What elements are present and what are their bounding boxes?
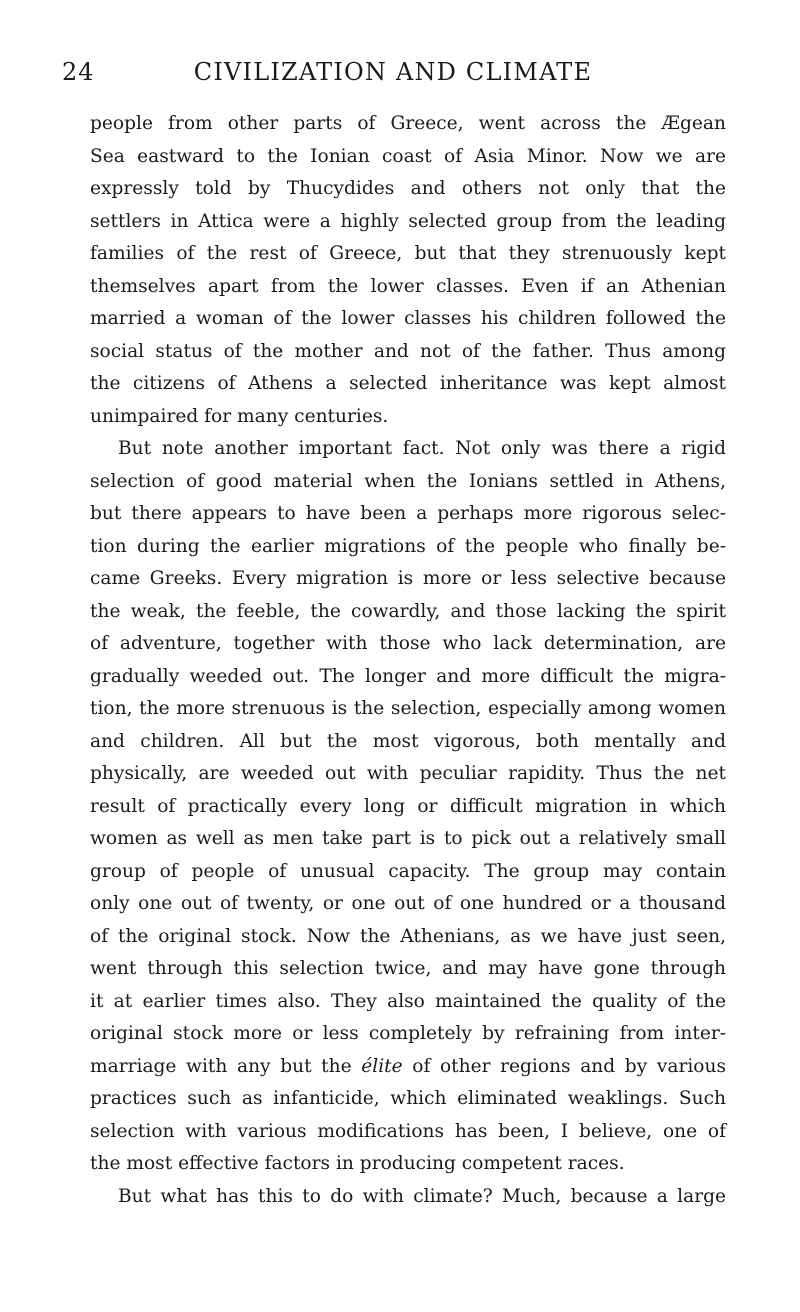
text-line: physically, are weeded out with peculiar rapidity. Thus the net: [90, 763, 726, 784]
body-text: [90, 108, 726, 1213]
text-line: it at earlier times also. They also maintained the quality of the: [90, 990, 726, 1012]
text-line: came Greeks. Every migration is more or less selective because: [90, 568, 726, 589]
text-line: of the original stock. Now the Athenians, as we have just seen,: [90, 925, 726, 947]
text-line: result of practically every long or difficult migration in which: [90, 795, 726, 817]
text-line: social status of the mother and not of the father. Thus among: [90, 340, 726, 362]
text-line: unimpaired for many centuries.: [90, 405, 389, 427]
text-line: women as well as men take part is to pick out a relatively small: [90, 828, 726, 849]
text-line: people from other parts of Greece, went across the Ægean: [90, 113, 726, 134]
text-line: original stock more or less completely by refraining from inter-: [90, 1023, 726, 1044]
text-line: tion, the more strenuous is the selection, especially among women: [90, 698, 726, 719]
text-line: the most effective factors in producing competent races.: [90, 1153, 625, 1174]
text-line: selection with various modifications has been, I believe, one of: [90, 1120, 726, 1142]
emphasis: élite: [361, 1055, 403, 1077]
text-line: the citizens of Athens a selected inheritance was kept almost: [90, 373, 726, 394]
text-line: But what has this to do with climate? Much, because a large: [118, 1185, 726, 1207]
text-line: tion during the earlier migrations of the people who finally be-: [90, 535, 726, 557]
text-line: selection of good material when the Ionians settled in Athens,: [90, 470, 726, 492]
text-line: only one out of twenty, or one out of one hundred or a thousand: [90, 893, 726, 914]
running-title: CIVILIZATION AND CLIMATE: [193, 58, 593, 86]
text-line: But note another important fact. Not only was there a rigid: [118, 438, 726, 459]
text-line: the weak, the feeble, the cowardly, and those lacking the spirit: [90, 600, 726, 622]
text-line: themselves apart from the lower classes. Even if an Athenian: [90, 275, 726, 297]
text-line: group of people of unusual capacity. The group may contain: [90, 860, 726, 882]
text-line: practices such as infanticide, which eliminated weaklings. Such: [90, 1088, 726, 1109]
text-line: married a woman of the lower classes his children followed the: [90, 308, 726, 329]
text-line: gradually weeded out. The longer and more difficult the migra-: [90, 665, 726, 687]
page-header: [62, 58, 724, 90]
text-line: Sea eastward to the Ionian coast of Asia Minor. Now we are: [90, 145, 726, 167]
text-line: but there appears to have been a perhaps more rigorous selec-: [90, 503, 726, 524]
text-line: expressly told by Thucydides and others not only that the: [90, 178, 726, 199]
text-line: went through this selection twice, and may have gone through: [90, 958, 726, 979]
text-line: marriage with any but the élite of other regions and by various: [90, 1055, 726, 1077]
page-number: 24: [62, 58, 95, 86]
text-line: settlers in Attica were a highly selected group from the leading: [90, 210, 726, 232]
text-line: families of the rest of Greece, but that they strenuously kept: [90, 243, 726, 264]
text-line: of adventure, together with those who lack determination, are: [90, 633, 726, 654]
text-line: and children. All but the most vigorous, both mentally and: [90, 730, 726, 752]
